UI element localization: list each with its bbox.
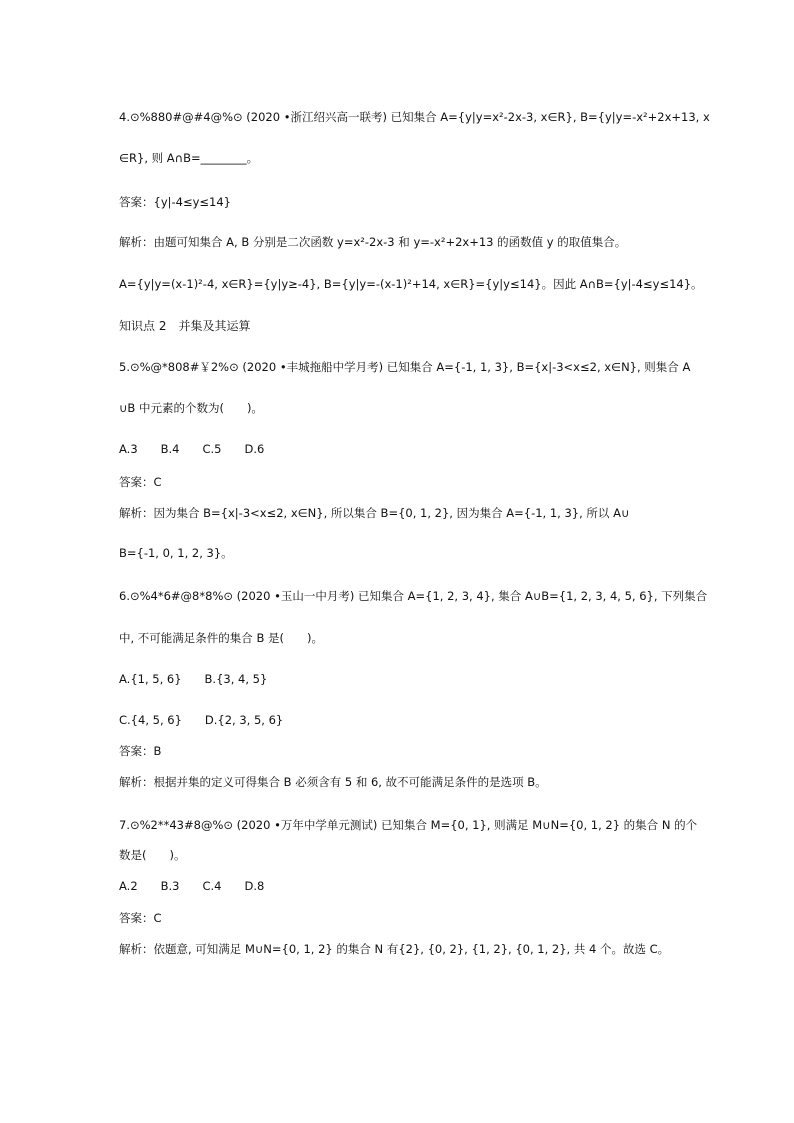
- q5-options: A.3 B.4 C.5 D.6: [119, 442, 265, 456]
- q4-stem-line2: ∈R}, 则 A∩B=________。: [119, 151, 259, 165]
- q7-answer: 答案：C: [119, 911, 162, 925]
- q7-options: A.2 B.3 C.4 D.8: [119, 879, 265, 893]
- q6-stem-line1: 6.⊙%4*6#@8*8%⊙ (2020 •玉山一中月考) 已知集合 A={1, 2, 3, 4}, 集合 A∪B={1, 2, 3, 4, 5, 6}, 下列集合: [119, 589, 708, 603]
- section-heading: 知识点 2 并集及其运算: [119, 319, 251, 333]
- q5-answer: 答案：C: [119, 475, 162, 489]
- q7-stem-line2: 数是( )。: [119, 848, 186, 862]
- q6-options-line1: A.{1, 5, 6} B.{3, 4, 5}: [119, 672, 268, 686]
- q5-stem-line2: ∪B 中元素的个数为( )。: [119, 401, 263, 415]
- q6-analysis: 解析：根据并集的定义可得集合 B 必须含有 5 和 6, 故不可能满足条件的是选项 B。: [119, 775, 547, 789]
- q5-stem-line1: 5.⊙%@*808#￥2%⊙ (2020 •丰城拖船中学月考) 已知集合 A={-1, 1, 3}, B={x|-3<x≤2, x∈N}, 则集合 A: [119, 360, 691, 374]
- q4-stem-line1: 4.⊙%880#@#4@%⊙ (2020 •浙江绍兴高一联考) 已知集合 A={y|y=x²-2x-3, x∈R}, B={y|y=-x²+2x+13, x: [119, 110, 710, 124]
- q6-answer: 答案：B: [119, 744, 162, 758]
- q7-analysis: 解析：依题意, 可知满足 M∪N={0, 1, 2} 的集合 N 有{2}, {0, 2}, {1, 2}, {0, 1, 2}, 共 4 个。故选 C。: [119, 942, 670, 956]
- q6-options-line2: C.{4, 5, 6} D.{2, 3, 5, 6}: [119, 713, 284, 727]
- q5-analysis-line2: B={-1, 0, 1, 2, 3}。: [119, 546, 233, 560]
- q4-analysis-line1: 解析：由题可知集合 A, B 分别是二次函数 y=x²-2x-3 和 y=-x²+2x+13 的函数值 y 的取值集合。: [119, 235, 627, 249]
- q4-analysis-line2: A={y|y=(x-1)²-4, x∈R}={y|y≥-4}, B={y|y=-(x-1)²+14, x∈R}={y|y≤14}。因此 A∩B={y|-4≤y≤14}。: [119, 277, 703, 291]
- q4-answer: 答案：{y|-4≤y≤14}: [119, 195, 231, 209]
- q7-stem-line1: 7.⊙%2**43#8@%⊙ (2020 •万年中学单元测试) 已知集合 M={0, 1}, 则满足 M∪N={0, 1, 2} 的集合 N 的个: [119, 818, 698, 832]
- q5-analysis-line1: 解析：因为集合 B={x|-3<x≤2, x∈N}, 所以集合 B={0, 1, 2}, 因为集合 A={-1, 1, 3}, 所以 A∪: [119, 506, 630, 520]
- q6-stem-line2: 中, 不可能满足条件的集合 B 是( )。: [119, 631, 323, 645]
